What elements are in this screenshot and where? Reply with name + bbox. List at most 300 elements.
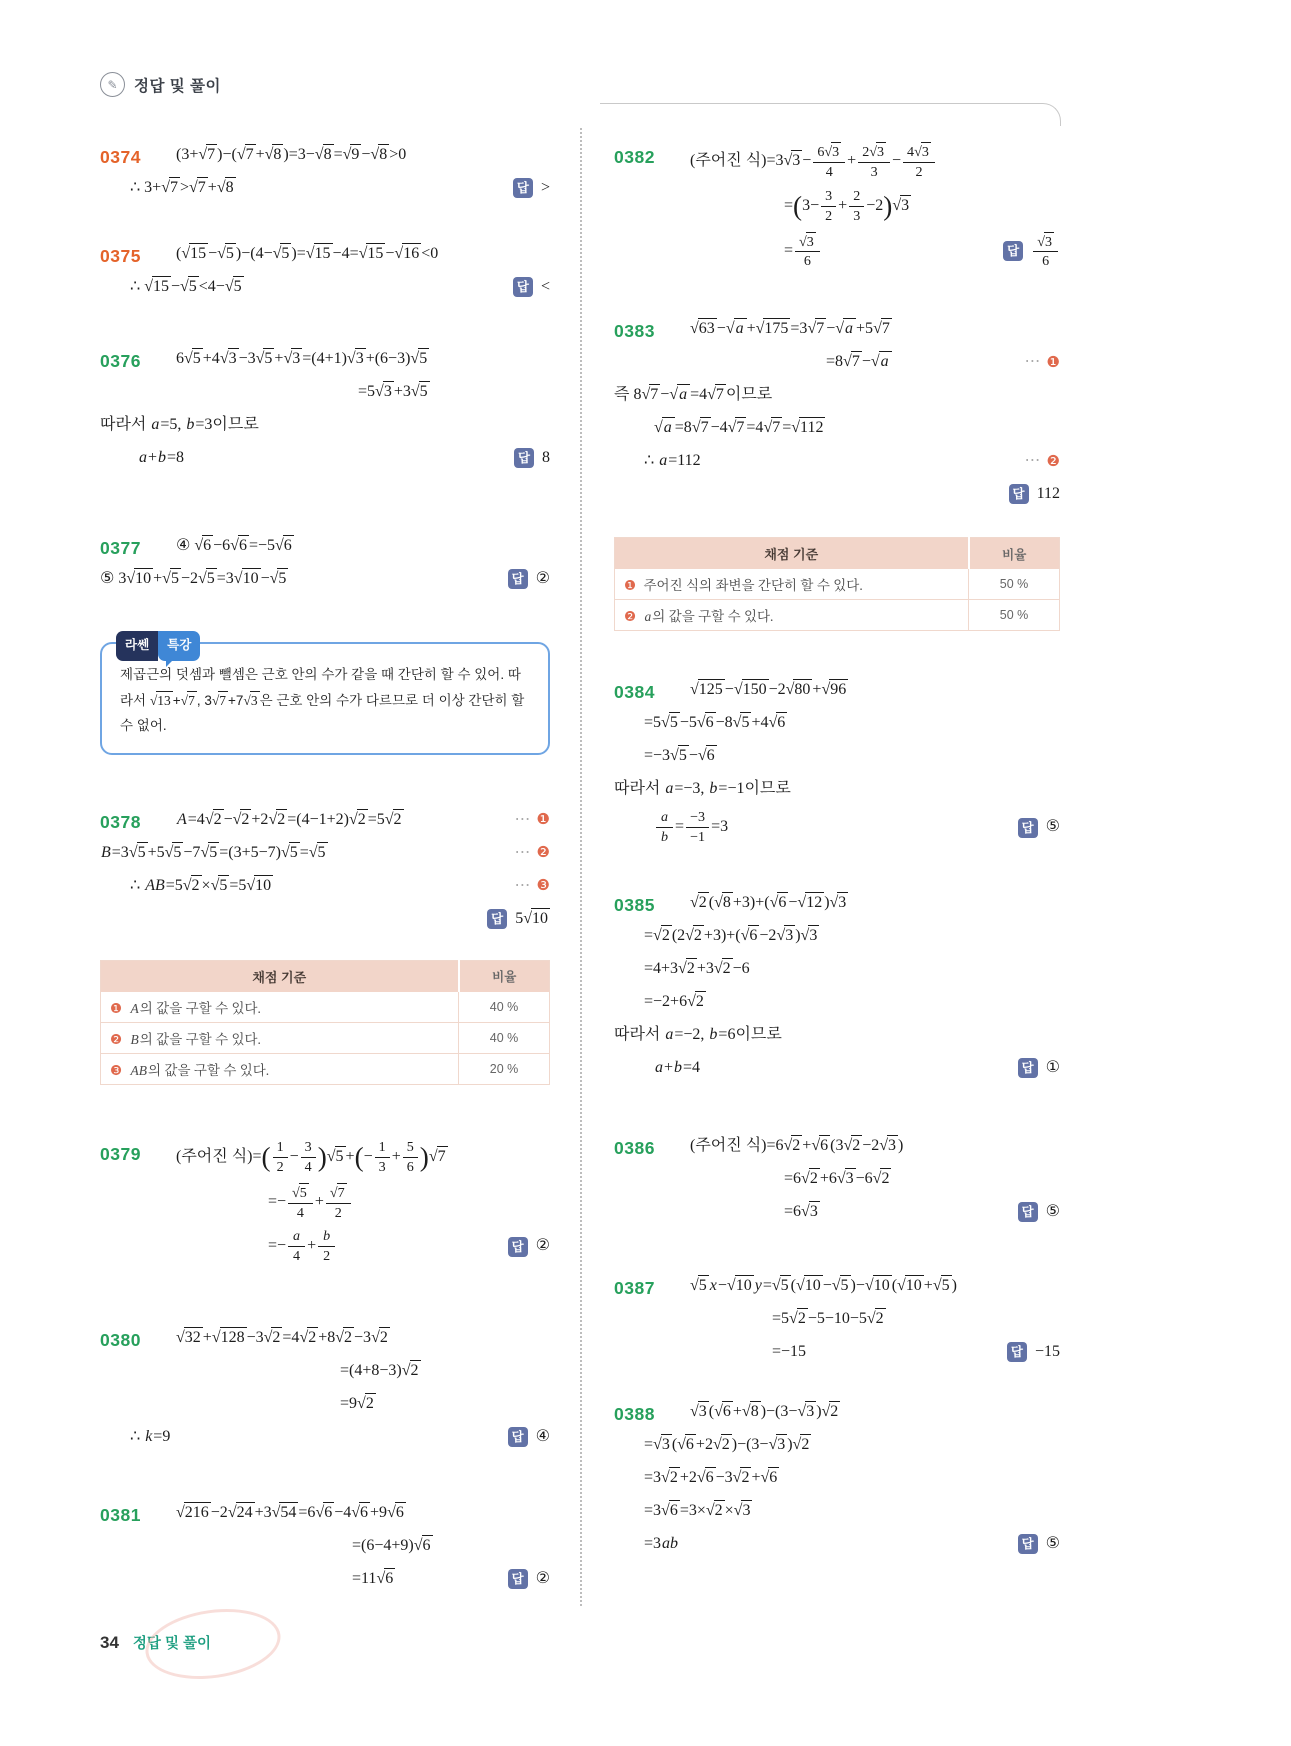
problem-number: 0378 (100, 811, 141, 832)
sqrt: √ 6 (698, 745, 717, 767)
sqrt: √ 3 (784, 150, 803, 172)
math-expression: =(3− $\frac{3}{2}$ + $\frac{2}{3}$ −2) √ 3 (784, 188, 911, 225)
solution-line (644, 1531, 1060, 1557)
solution-line (690, 890, 1060, 916)
leader-dots: ⋯ (1024, 451, 1043, 469)
solution-line (654, 415, 1060, 441)
sqrt: √ 10 (796, 1275, 823, 1297)
math-expression: =(6−4+9) √ 6 (352, 1535, 433, 1557)
solution-line (654, 1055, 1060, 1081)
sqrt: √ 5 (225, 276, 244, 298)
problem-number: 0386 (614, 1138, 655, 1159)
solution-line (176, 346, 550, 372)
rubric-criteria: ❶ A의 값을 구할 수 있다. (101, 992, 459, 1023)
rubric-header-ratio: 비율 (459, 960, 550, 992)
answer (508, 1427, 550, 1448)
sqrt: √ 7 (212, 688, 228, 714)
sqrt: √ 8 (742, 1401, 761, 1423)
problem-0388 (614, 1399, 1060, 1557)
step-number-icon: ❶ (110, 1000, 123, 1016)
math-expression: $\frac{a}{b}$ = $\frac{-3}{-1}$ =3 (654, 809, 728, 846)
answer-value: < (540, 277, 550, 295)
solution-line (176, 1139, 550, 1176)
math-expression: √ 5 x− √ 10 y= √ 5 ( √ 10 − √ 5 )− √ 10 ( √ 10 + √ 5 ) (690, 1275, 957, 1297)
problem-0377 (100, 533, 550, 592)
step-marker (515, 810, 550, 831)
answer-value: ② (535, 569, 550, 587)
math-expression: √ 32 + √ 128 −3 √ 2 =4 √ 2 +8 √ 2 −3 √ 2 (176, 1327, 390, 1349)
sqrt: √ 2 (714, 958, 733, 980)
answer-value: ⑤ (1045, 1534, 1060, 1552)
fraction: √ $\frac{3}{6}$ (795, 232, 820, 271)
step-number-icon: ❸ (110, 1062, 123, 1078)
sqrt: √ 5 (198, 568, 217, 590)
math-expression: = √ $\frac{3}{6}$ (784, 232, 822, 271)
answer-value: ⑤ (1045, 1202, 1060, 1220)
step-number-icon: ❶ (624, 578, 637, 594)
fraction: √ $\frac{5}{4}$ (288, 1183, 313, 1222)
fraction: $\frac{b}{2}$ (318, 1228, 335, 1265)
sqrt: √ a (871, 351, 892, 373)
grading-rubric (100, 960, 550, 1085)
math-expression: =5 √ 3 +3 √ 5 (358, 381, 430, 403)
sqrt: √ 2 (873, 1168, 892, 1190)
problem-number: 0381 (100, 1505, 141, 1526)
sqrt: √ a (669, 384, 690, 406)
sqrt: √ 7 (843, 351, 862, 373)
callout-brand-chip: 라쎈 (116, 631, 158, 661)
sqrt: √ 10 (727, 1275, 754, 1297)
sqrt: √ 5 (772, 1275, 791, 1297)
answer-badge: 답 (508, 569, 528, 589)
sqrt: √ 6 (741, 925, 760, 947)
sqrt: √ 3 (690, 1401, 709, 1423)
fraction: $\frac{a}{4}$ (288, 1228, 305, 1265)
solution-line (340, 1391, 550, 1417)
sqrt: √ 5 (200, 842, 219, 864)
sqrt: √ 7 (330, 1183, 347, 1202)
math-expression: =−3 √ 5 − √ 6 (644, 745, 717, 767)
sqrt: √ 7 (692, 417, 711, 439)
solution-line (690, 1273, 1060, 1299)
rubric-header-criteria: 채점 기준 (615, 538, 969, 570)
sqrt: √ 5 (670, 745, 689, 767)
rubric-criteria: ❷ B의 값을 구할 수 있다. (101, 1022, 459, 1053)
math-expression: ⑤ 3 √ 10 + √ 5 −2 √ 5 =3 √ 10 − √ 5 (100, 568, 288, 590)
math-expression: =6 √ 3 (784, 1201, 820, 1223)
sqrt: √ 5 (832, 1275, 851, 1297)
solution-line (690, 1133, 1060, 1159)
answer (1018, 1202, 1060, 1223)
problem-number: 0377 (100, 538, 141, 558)
leader-dots: ⋯ (514, 810, 533, 828)
math-expression: ∴ AB=5 √ 2 × √ 5 =5 √ 10 (130, 875, 273, 897)
answer-value: 112 (1036, 484, 1060, 502)
sqrt: √ 10 (126, 568, 153, 590)
sqrt: √ 10 (865, 1275, 892, 1297)
solution-line (644, 448, 1060, 474)
sqrt: √ 2 (843, 1135, 862, 1157)
math-expression: (주어진 식)=6 √ 2 + √ 6 (3 √ 2 −2 √ 3 ) (690, 1135, 903, 1157)
answer (514, 448, 550, 469)
math-expression: ∴ k=9 (130, 1427, 171, 1445)
solution-line (614, 776, 1060, 802)
math-expression: =9 √ 2 (340, 1393, 376, 1415)
answer (508, 1569, 550, 1590)
answer-value: ① (1045, 1058, 1060, 1076)
sqrt: √ 2 (371, 1327, 390, 1349)
sqrt: √ 5 (180, 276, 199, 298)
left-column (100, 128, 580, 1606)
sqrt: √ 96 (821, 679, 848, 701)
sqrt: √ 16 (394, 243, 421, 265)
math-expression: ∴ 3+ √ 7 > √ 7 + √ 8 (130, 177, 236, 199)
solution-line (352, 1566, 550, 1592)
special-lecture-callout (100, 638, 550, 755)
sqrt: √ 2 (685, 925, 704, 947)
fraction: $\frac{a}{b}$ (656, 809, 673, 846)
leader-dots: ⋯ (1024, 352, 1043, 370)
sqrt: √ 3 (347, 348, 366, 370)
sqrt: √ 32 (176, 1327, 203, 1349)
sqrt: √ 3 (799, 232, 816, 251)
sqrt: √ 5 (690, 1275, 709, 1297)
problem-0383 (614, 316, 1060, 507)
fraction: $\frac{6 √ 3}{4}$ (813, 142, 845, 181)
sqrt: √ 3 (879, 1135, 898, 1157)
solution-line (772, 1339, 1060, 1365)
solution-line (358, 379, 550, 405)
sqrt: √ 112 (791, 417, 825, 439)
rubric-header-ratio: 비율 (969, 538, 1060, 570)
mascot-face-icon: ✎ (100, 72, 125, 97)
fraction: $\frac{-3}{-1}$ (686, 809, 709, 846)
sqrt: √ 7 (181, 688, 197, 714)
rubric-header-criteria: 채점 기준 (101, 960, 459, 992)
problem-number: 0380 (100, 1330, 141, 1351)
sqrt: √ 5 (162, 568, 181, 590)
sqrt: √ 2 (661, 1467, 680, 1489)
problem-number: 0385 (614, 895, 655, 916)
solution-line (340, 1358, 550, 1384)
math-expression: √ a =8 √ 7 −4 √ 7 =4 √ 7 = √ 112 (654, 417, 825, 439)
math-expression: =11 √ 6 (352, 1568, 395, 1590)
sqrt: √ 7 (237, 144, 256, 166)
sqrt: √ 3 (797, 1401, 816, 1423)
math-expression: √ 63 − √ a + √ 175 =3 √ 7 − √ a +5 √ 7 (690, 318, 892, 340)
sqrt: √ a (726, 318, 747, 340)
sqrt: √ 3 (892, 195, 911, 217)
problem-number: 0379 (100, 1143, 141, 1164)
answer-badge: 답 (1007, 1342, 1027, 1362)
answer-badge: 답 (513, 178, 533, 198)
problem-0374 (100, 142, 550, 201)
solution-line (644, 1465, 1060, 1491)
solution-line (784, 188, 1060, 225)
solution-line (100, 906, 550, 932)
problem-0386 (614, 1133, 1060, 1225)
answer (1009, 484, 1060, 505)
sqrt: √ 2 (822, 1401, 841, 1423)
header-title: 정답 및 풀이 (134, 77, 221, 95)
sqrt: √ 5 (281, 842, 300, 864)
rubric-row (615, 569, 1060, 600)
answer-badge: 답 (1018, 1202, 1038, 1222)
sqrt: √ 10 (523, 908, 550, 930)
sqrt: √ 5 (273, 243, 292, 265)
rubric-criteria: ❸ AB의 값을 구할 수 있다. (101, 1053, 459, 1084)
decorative-corner-line (600, 103, 1061, 126)
sqrt: √ 5 (129, 842, 148, 864)
sqrt: √ a (654, 417, 675, 439)
sqrt: √ 2 (357, 1393, 376, 1415)
sqrt: √ 5 (933, 1275, 952, 1297)
answer-badge: 답 (508, 1237, 528, 1257)
sqrt: √ 6 (661, 1500, 680, 1522)
solution-line (176, 241, 550, 267)
sqrt: √ 5 (217, 243, 236, 265)
page-number: 34 (100, 1632, 119, 1652)
fraction: $\frac{3}{2}$ (821, 188, 836, 225)
math-expression: =− √ $\frac{5}{4}$ + √ $\frac{7}{2}$ (268, 1183, 353, 1222)
sqrt: √ 7 (707, 384, 726, 406)
answer-badge: 답 (1003, 241, 1023, 261)
math-expression: (3+ √ 7 )−( √ 7 + √ 8 )=3− √ 8 = √ 9 − √ 8 >0 (176, 144, 406, 166)
answer (508, 569, 550, 590)
solution-line (130, 175, 550, 201)
step-number-icon: ❸ (536, 877, 550, 895)
sqrt: √ 54 (272, 1502, 299, 1524)
answer (508, 1236, 550, 1257)
rubric-ratio: 50 % (969, 600, 1060, 631)
content-columns (100, 128, 1060, 1606)
math-expression: ( √ 15 − √ 5 )−(4− √ 5 )= √ 15 −4= √ 15 − √ 16 <0 (176, 243, 438, 265)
fraction: √ $\frac{3}{6}$ (1033, 232, 1058, 271)
math-expression: a+b=4 (655, 1058, 701, 1076)
solution-line (644, 743, 1060, 769)
step-number-icon: ❶ (536, 811, 550, 829)
solution-line (614, 481, 1060, 507)
sqrt: √ 15 (144, 276, 171, 298)
callout-text: 제곱근의 덧셈과 뺄셈은 근호 안의 수가 같을 때 간단히 할 수 있어. 따라서 √ 13 + √ 7 , 3 √ 7 +7 √ 3 은 근호 안의 수가 다르므로 더 이상 간단히 할 수 없어. (120, 662, 530, 739)
step-number-icon: ❷ (1046, 452, 1060, 470)
sqrt: √ 63 (690, 318, 717, 340)
solution-line (176, 142, 550, 168)
sqrt: √ 2 (690, 892, 709, 914)
sqrt: √ 8 (714, 892, 733, 914)
problem-number: 0375 (100, 246, 141, 266)
solution-line (690, 316, 1060, 342)
math-expression: √ 216 −2 √ 24 +3 √ 54 =6 √ 6 −4 √ 6 +9 √ 6 (176, 1502, 406, 1524)
sqrt: √ 125 (690, 679, 725, 701)
sqrt: √ 5 (410, 348, 429, 370)
sqrt: √ 3 (283, 348, 302, 370)
math-expression: ∴ √ 15 − √ 5 <4− √ 5 (130, 276, 244, 298)
rubric-ratio: 40 % (459, 992, 550, 1023)
sqrt: √ 6 (376, 1568, 395, 1590)
sqrt: √ 2 (687, 991, 706, 1013)
sqrt: √ 3 (776, 925, 795, 947)
sqrt: √ 7 (161, 177, 180, 199)
grading-rubric (614, 537, 1060, 631)
answer-badge: 답 (487, 909, 507, 929)
answer (1003, 232, 1060, 271)
solution-line (130, 274, 550, 300)
answer-value: 5 √ 10 (515, 908, 550, 930)
math-expression: =3 √ 6 =3× √ 2 × √ 3 (644, 1500, 752, 1522)
math-expression: =− $\frac{a}{4}$ + $\frac{b}{2}$ (268, 1228, 337, 1265)
math-expression: 즉 8 √ 7 − √ a =4 √ 7 이므로 (614, 384, 772, 406)
problem-0382 (614, 142, 1060, 270)
answer-value: ② (535, 1569, 550, 1587)
sqrt: √ 128 (212, 1327, 247, 1349)
sqrt: √ 2 (678, 958, 697, 980)
sqrt: √ a (835, 318, 856, 340)
solution-line (690, 677, 1060, 703)
solution-line (268, 1228, 550, 1265)
rubric-ratio: 20 % (459, 1053, 550, 1084)
step-marker (515, 876, 550, 897)
solution-line (100, 840, 550, 866)
solution-line (176, 1500, 550, 1526)
math-expression: ④ √ 6 −6 √ 6 =−5 √ 6 (176, 535, 294, 557)
sqrt: √ 7 (873, 318, 892, 340)
footer-label: 정답 및 풀이 (132, 1636, 212, 1652)
rubric-row (101, 992, 550, 1023)
sqrt: √ 2 (268, 809, 287, 831)
sqrt: √ 2 (733, 1467, 752, 1489)
sqrt: √ 5 (184, 348, 203, 370)
sqrt: √ 3 (801, 1201, 820, 1223)
sqrt: √ 24 (228, 1502, 255, 1524)
rubric-row (101, 1053, 550, 1084)
fraction: $\frac{2}{3}$ (849, 188, 864, 225)
sqrt: √ 3 (837, 1168, 856, 1190)
sqrt: √ 150 (734, 679, 769, 701)
problem-0379 (100, 1139, 550, 1265)
answer-badge: 답 (508, 1427, 528, 1447)
solution-line (100, 566, 550, 592)
fraction: $\frac{2 √ 3}{3}$ (858, 142, 890, 181)
sqrt: √ 6 (315, 1502, 334, 1524)
sqrt: √ 5 (411, 381, 430, 403)
solution-line (772, 1306, 1060, 1332)
solution-line (138, 445, 550, 471)
math-expression: a+b=8 (139, 448, 185, 466)
fraction: $\frac{4 √ 3}{2}$ (903, 142, 935, 181)
sqrt: √ 8 (370, 144, 389, 166)
sqrt: √ 10 (234, 568, 261, 590)
problem-0384 (614, 677, 1060, 846)
sqrt: √ 6 (714, 1401, 733, 1423)
math-expression: = √ 2 (2 √ 2 +3)+( √ 6 −2 √ 3 ) √ 3 (644, 925, 819, 947)
sqrt: √ 5 (327, 1146, 346, 1168)
step-number-icon: ❶ (1046, 353, 1060, 371)
answer-value: ② (535, 1237, 550, 1255)
sqrt: √ 3 (734, 1500, 753, 1522)
answer-value (1031, 232, 1060, 271)
sqrt: √ 9 (343, 144, 362, 166)
sqrt: √ 7 (728, 417, 747, 439)
answer-badge: 답 (1018, 818, 1038, 838)
sqrt: √ 12 (797, 892, 824, 914)
answer-badge: 답 (513, 277, 533, 297)
sqrt: √ 2 (801, 1168, 820, 1190)
math-expression: √ 125 − √ 150 −2 √ 80 + √ 96 (690, 679, 848, 701)
sqrt: √ 8 (265, 144, 284, 166)
fraction: $\frac{5}{6}$ (403, 1139, 418, 1176)
answer-value: > (540, 178, 550, 196)
sqrt: √ 10 (897, 1275, 924, 1297)
sqrt: √ 5 (165, 842, 184, 864)
sqrt: √ 3 (914, 142, 931, 161)
sqrt: √ 6 (194, 535, 213, 557)
answer-value: ④ (535, 1427, 550, 1445)
math-expression: ∴ a=112 (644, 451, 701, 469)
callout-type-chip: 특강 (158, 631, 200, 661)
solution-line (130, 1424, 550, 1450)
solution-line (644, 710, 1060, 736)
solution-line (176, 807, 550, 833)
sqrt: √ 7 (807, 318, 826, 340)
sqrt: √ 15 (359, 243, 386, 265)
answer (1018, 1058, 1060, 1079)
step-marker (1025, 352, 1060, 373)
sqrt: √ 80 (786, 679, 813, 701)
solution-line (352, 1533, 550, 1559)
answer (1018, 817, 1060, 838)
rubric-ratio: 50 % (969, 569, 1060, 600)
problem-0385 (614, 890, 1060, 1081)
solution-line (644, 1432, 1060, 1458)
sqrt: √ 7 (641, 384, 660, 406)
sqrt: √ 3 (801, 925, 820, 947)
solution-line (176, 1325, 550, 1351)
step-number-icon: ❷ (624, 609, 637, 625)
sqrt: √ 2 (385, 809, 404, 831)
math-expression: =3ab (644, 1534, 679, 1552)
math-expression: √ 2 ( √ 8 +3)+( √ 6 − √ 12 ) √ 3 (690, 892, 848, 914)
sqrt: √ 3 (220, 348, 239, 370)
page-header (100, 72, 221, 97)
problem-0387 (614, 1273, 1060, 1365)
sqrt: √ 5 (661, 712, 680, 734)
problem-number: 0383 (614, 321, 655, 342)
sqrt: √ 2 (789, 1308, 808, 1330)
step-number-icon: ❷ (110, 1031, 123, 1047)
sqrt: √ 7 (189, 177, 208, 199)
answer-badge: 답 (1018, 1534, 1038, 1554)
fraction: $\frac{1}{2}$ (273, 1139, 288, 1176)
sqrt: √ 2 (706, 1500, 725, 1522)
sqrt: √ 6 (760, 1467, 779, 1489)
answer-value: −15 (1034, 1342, 1060, 1360)
problem-0381 (100, 1500, 550, 1592)
math-expression: =−15 (772, 1342, 807, 1360)
answer-badge: 답 (1018, 1058, 1038, 1078)
sqrt: √ 15 (306, 243, 333, 265)
answer-value: ⑤ (1045, 818, 1060, 836)
step-marker (515, 843, 550, 864)
sqrt: √ 6 (811, 1135, 830, 1157)
answer (487, 908, 550, 930)
sqrt: √ 3 (1037, 232, 1054, 251)
rubric-criteria: ❶ 주어진 식의 좌변을 간단히 할 수 있다. (615, 569, 969, 600)
solution-line (690, 1399, 1060, 1425)
math-expression: 6 √ 5 +4 √ 3 −3 √ 5 + √ 3 =(4+1) √ 3 +(6−3) √ 5 (176, 348, 429, 370)
rubric-row (101, 1022, 550, 1053)
sqrt: √ 2 (233, 809, 252, 831)
